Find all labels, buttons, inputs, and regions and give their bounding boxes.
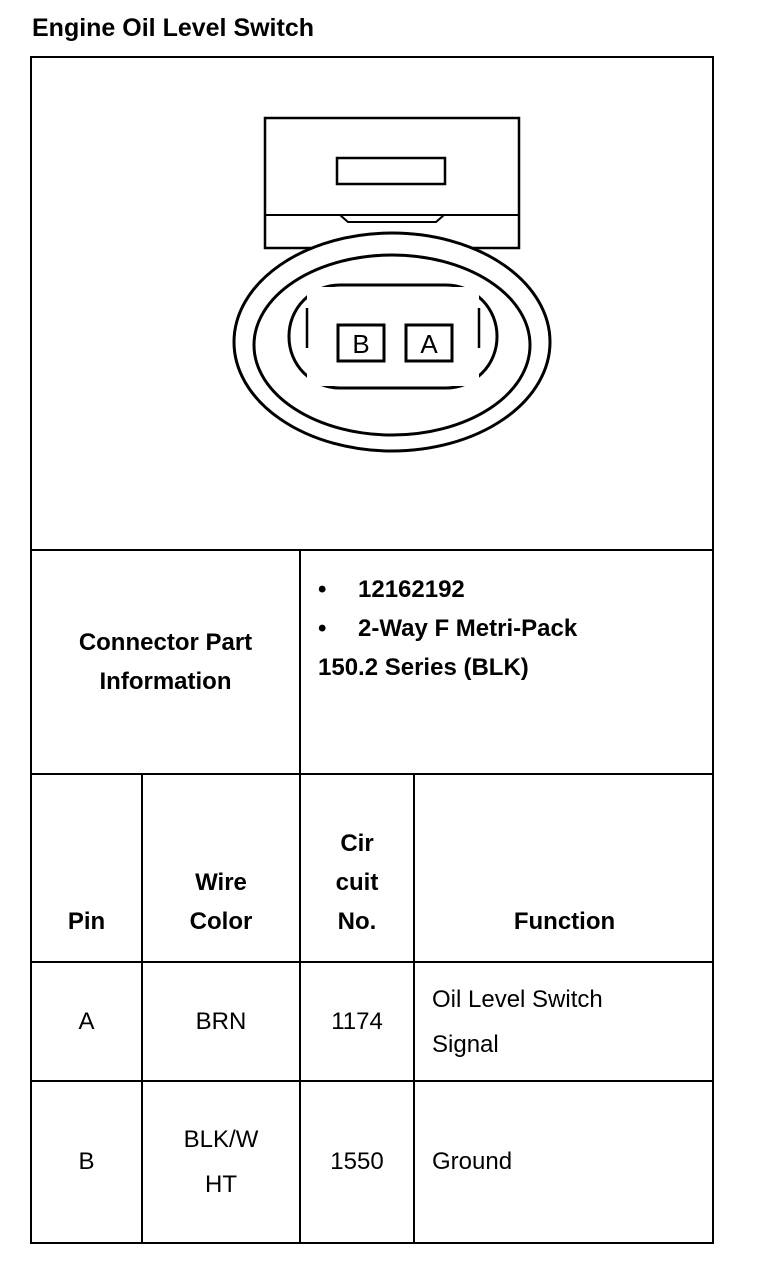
row-b-wire-line1: BLK/W	[183, 1126, 259, 1153]
header-circuit-number	[301, 775, 413, 961]
row-b-wire-line2: HT	[205, 1171, 237, 1198]
row-a-circuit: 1174	[331, 1007, 383, 1035]
header-pin-label: Pin	[67, 908, 106, 935]
connector-type-item	[318, 609, 577, 648]
header-circuit-line2: cuit	[335, 869, 379, 896]
row-a-function-line2: Signal	[432, 1030, 499, 1058]
connector-series: 150.2 Series (BLK)	[318, 654, 529, 681]
bullet-icon: •	[318, 615, 327, 642]
row-a-wire-line1: BRN	[195, 1008, 247, 1035]
connector-part-label	[32, 551, 299, 773]
header-pin	[32, 775, 141, 961]
header-function-label: Function	[513, 908, 616, 935]
row-a-function-line1: Oil Level Switch	[432, 985, 603, 1013]
connector-part-label-line2: Information	[99, 668, 232, 695]
row-b-function-line1: Ground	[432, 1148, 513, 1175]
header-wire-color-line2: Color	[189, 908, 253, 935]
row-b-pin: B	[78, 1148, 95, 1175]
header-wire-color	[143, 775, 299, 961]
row-a-function	[415, 963, 714, 1080]
connector-latch	[265, 118, 519, 248]
row-b-wire-color	[143, 1082, 299, 1242]
connector-diagram	[230, 110, 570, 460]
header-circuit-line3: No.	[337, 908, 377, 935]
header-function	[415, 775, 714, 961]
pin-a-label: A	[420, 329, 438, 359]
header-circuit-line1: Cir	[340, 830, 374, 857]
connector-part-info	[318, 570, 577, 687]
connector-type: 2-Way F Metri-Pack	[358, 615, 578, 642]
row-a-wire-color	[143, 963, 299, 1080]
pin-b-label: B	[352, 329, 370, 359]
row-a-pin: A	[78, 1007, 95, 1035]
header-wire-color-line1: Wire	[195, 869, 247, 896]
row-b-function	[415, 1082, 714, 1242]
row-b-circuit: 1550	[330, 1148, 384, 1175]
part-number: 12162192	[358, 576, 465, 603]
page-title: Engine Oil Level Switch	[32, 14, 315, 42]
connector-part-label-line1: Connector Part	[78, 629, 253, 656]
bullet-icon: •	[318, 576, 327, 603]
part-number-item	[318, 570, 577, 609]
